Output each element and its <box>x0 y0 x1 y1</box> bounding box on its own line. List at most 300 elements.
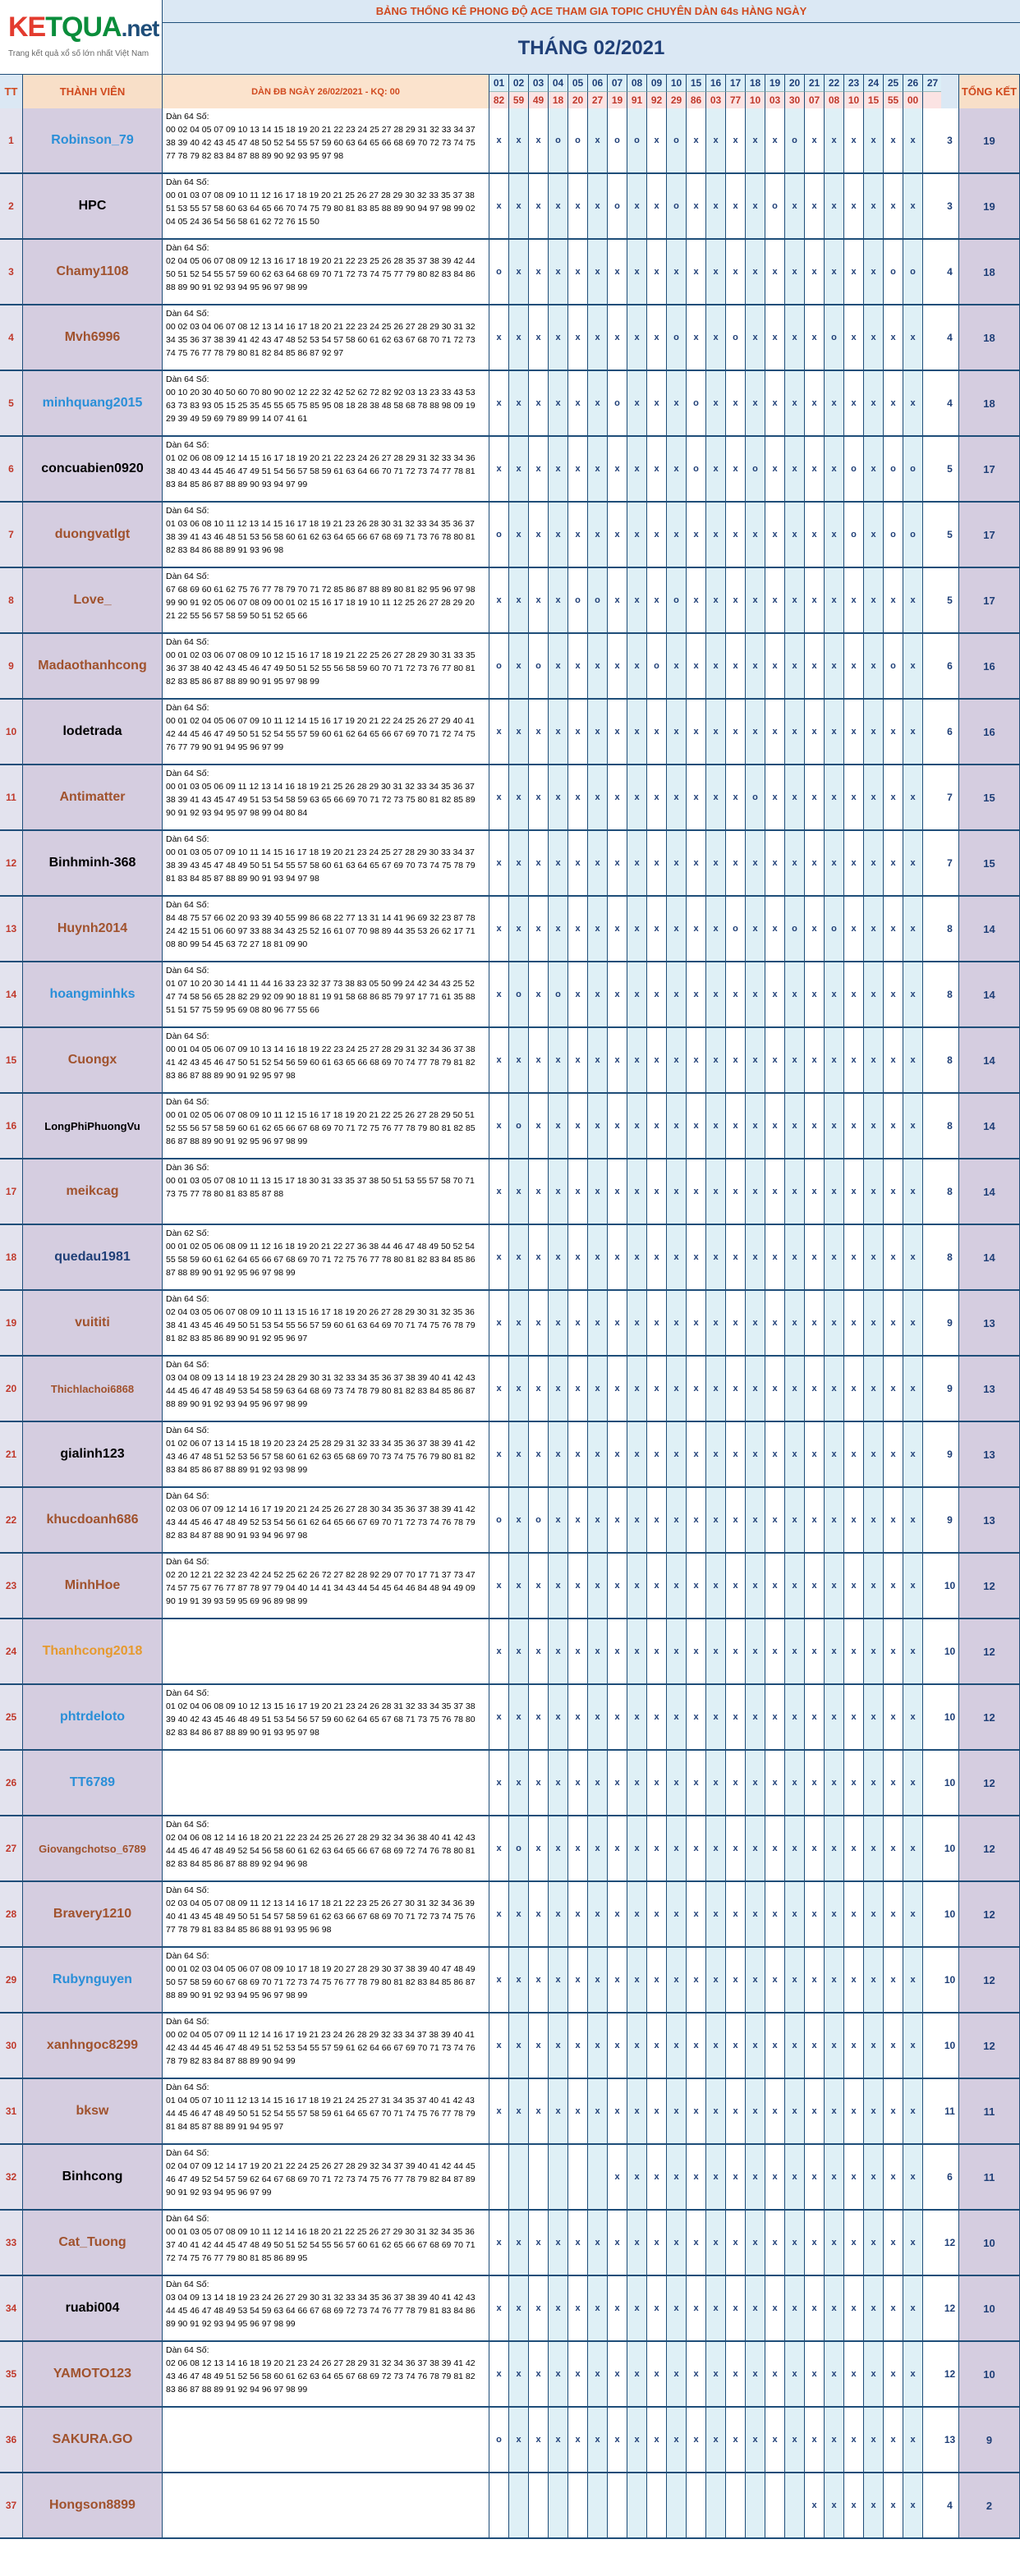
day-mark-cell: x <box>785 437 805 501</box>
day-mark-cell: x <box>884 2145 903 2209</box>
day-mark-cell: o <box>726 305 746 370</box>
row-number: 30 <box>0 2014 23 2078</box>
member-name[interactable]: LongPhiPhuongVu <box>23 1094 163 1158</box>
day-mark-cell: x <box>785 1357 805 1421</box>
member-name[interactable]: Love_ <box>23 568 163 632</box>
day-mark-cell: x <box>746 2211 765 2275</box>
day-mark-cell: x <box>588 1159 608 1224</box>
day-mark-cell: x <box>627 1554 647 1618</box>
day-mark-cell: x <box>549 1422 568 1486</box>
member-name[interactable]: Thanhcong2018 <box>23 1619 163 1683</box>
member-name[interactable]: HPC <box>23 174 163 238</box>
table-row <box>0 634 1020 700</box>
day-mark-cell: x <box>627 2014 647 2078</box>
day-mark-cell: x <box>825 2408 844 2472</box>
day-mark-cell: x <box>588 2342 608 2406</box>
day-mark-cell: x <box>726 1948 746 2012</box>
day-mark-cell: x <box>903 2211 923 2275</box>
day-mark-cell <box>568 2473 588 2537</box>
day-mark-cell: x <box>529 568 549 632</box>
day-mark-cell: x <box>509 371 529 435</box>
day-mark-cell: x <box>529 962 549 1026</box>
day-mark-cell: x <box>805 1357 825 1421</box>
member-name[interactable]: phtrdeloto <box>23 1685 163 1749</box>
rank-value: 9 <box>941 1488 959 1552</box>
day-mark-cell: x <box>529 1751 549 1815</box>
dan-label: Dàn 64 Số: <box>166 900 209 910</box>
day-mark-cell: x <box>903 174 923 238</box>
day-mark-cell: x <box>825 2473 844 2537</box>
day-result <box>923 91 943 108</box>
day-mark-cell: x <box>765 2408 785 2472</box>
member-name[interactable]: Chamy1108 <box>23 240 163 304</box>
day-mark-cell: x <box>805 1554 825 1618</box>
day-mark-cell: x <box>509 1225 529 1289</box>
day-mark-cell: x <box>667 1028 687 1092</box>
day-mark-cell: x <box>785 305 805 370</box>
day-mark-cell: x <box>746 897 765 961</box>
dan-numbers-cell <box>163 568 489 632</box>
day-mark-cell: x <box>844 1619 864 1683</box>
member-name[interactable]: TT6789 <box>23 1751 163 1815</box>
day-mark-cell: x <box>588 634 608 698</box>
day-mark-cell: x <box>864 634 884 698</box>
day-mark-cell: o <box>667 108 687 172</box>
day-mark-cell: x <box>765 2014 785 2078</box>
member-name[interactable]: quedau1981 <box>23 1225 163 1289</box>
day-mark-cell: x <box>805 1882 825 1946</box>
day-mark-cell: x <box>608 1291 627 1355</box>
dan-numbers-cell <box>163 108 489 172</box>
day-mark-cell: x <box>884 1751 903 1815</box>
day-mark-cell: x <box>687 1094 706 1158</box>
member-name[interactable]: meikcag <box>23 1159 163 1224</box>
member-name[interactable]: lodetrada <box>23 700 163 764</box>
day-mark-cell: x <box>667 831 687 895</box>
day-mark-cell: x <box>903 2276 923 2340</box>
day-mark-cell: x <box>726 2211 746 2275</box>
day-mark-cell <box>923 2473 943 2537</box>
day-mark-cell: x <box>647 1028 667 1092</box>
day-mark-cell: x <box>608 1816 627 1880</box>
rank-value: 6 <box>941 634 959 698</box>
day-mark-cell: x <box>765 1422 785 1486</box>
dan-label: Dàn 64 Số: <box>166 374 209 384</box>
member-name[interactable]: khucdoanh686 <box>23 1488 163 1552</box>
day-mark-cell: x <box>588 1422 608 1486</box>
day-mark-cell: x <box>509 1488 529 1552</box>
day-mark-cell: x <box>647 1751 667 1815</box>
day-mark-cell <box>687 2473 706 2537</box>
row-number: 24 <box>0 1619 23 1683</box>
day-mark-cell: x <box>608 897 627 961</box>
day-mark-cell: x <box>706 1751 726 1815</box>
day-mark-cell: x <box>765 1619 785 1683</box>
dan-numbers: 02 04 03 05 06 07 08 09 10 11 13 15 16 17 18 19 20 26 27 28 29 30 31 32 35 36 38 41 43 45 46 49 50 51 53 54 55 56 57 59 60 61 63 64 69 70 71 74 75 76 78 79 81 82 83 85 86 89 90 91 92 95 96 97 <box>166 1307 476 1343</box>
day-mark-cell: x <box>706 1357 726 1421</box>
day-mark-cell: x <box>825 240 844 304</box>
total-value: 14 <box>959 1028 1020 1092</box>
table-row <box>0 1554 1020 1619</box>
day-header: 16 <box>706 74 726 91</box>
day-mark-cell <box>667 2473 687 2537</box>
member-name[interactable]: Binhcong <box>23 2145 163 2209</box>
member-name[interactable]: Cuongx <box>23 1028 163 1092</box>
day-mark-cell: x <box>884 962 903 1026</box>
dan-numbers-cell <box>163 1685 489 1749</box>
rank-value: 7 <box>941 831 959 895</box>
day-mark-cell: x <box>687 1488 706 1552</box>
dan-numbers-cell <box>163 2342 489 2406</box>
day-mark-cell: x <box>489 1619 509 1683</box>
day-mark-cell: x <box>489 765 509 829</box>
dan-numbers: 00 01 02 05 06 07 08 09 10 11 12 15 16 17 18 19 20 21 22 25 26 27 28 29 50 51 52 55 56 57 58 59 60 61 62 65 66 67 68 69 70 71 72 75 76 77 78 79 80 81 82 85 86 87 88 89 90 91 92 95 96 97 98 99 <box>166 1110 476 1146</box>
day-mark-cell: x <box>844 174 864 238</box>
day-mark-cell <box>923 1291 943 1355</box>
day-mark-cell: x <box>844 1357 864 1421</box>
site-logo[interactable] <box>0 0 163 74</box>
total-value: 18 <box>959 371 1020 435</box>
rank-value: 4 <box>941 305 959 370</box>
dan-numbers: 00 01 03 05 07 08 09 10 11 12 14 16 18 20 21 22 25 26 27 29 30 31 32 34 35 36 37 40 41 42 44 45 47 48 49 50 51 52 54 55 56 57 60 61 62 65 66 67 68 69 70 71 72 74 75 76 77 79 80 81 85 86 89 95 <box>166 2227 476 2263</box>
rank-value: 9 <box>941 1291 959 1355</box>
day-mark-cell: x <box>746 1159 765 1224</box>
day-mark-cell: x <box>844 2342 864 2406</box>
row-number: 29 <box>0 1948 23 2012</box>
day-mark-cell <box>923 371 943 435</box>
day-mark-cell: x <box>568 2408 588 2472</box>
member-name[interactable]: YAMOTO123 <box>23 2342 163 2406</box>
day-mark-cell: x <box>687 108 706 172</box>
day-mark-cell: x <box>608 831 627 895</box>
day-mark-cell: x <box>549 568 568 632</box>
day-mark-cell: x <box>667 1554 687 1618</box>
day-mark-cell: x <box>647 1291 667 1355</box>
member-name[interactable]: Madaothanhcong <box>23 634 163 698</box>
member-name[interactable]: Mvh6996 <box>23 305 163 370</box>
day-mark-cell: x <box>706 371 726 435</box>
day-mark-cell: x <box>844 240 864 304</box>
day-mark-cell: x <box>884 1948 903 2012</box>
day-mark-cell: x <box>489 700 509 764</box>
day-mark-cell: x <box>884 1225 903 1289</box>
day-mark-cell: x <box>509 1291 529 1355</box>
day-mark-cell: x <box>608 700 627 764</box>
day-mark-cell: x <box>785 503 805 567</box>
day-result: 49 <box>529 91 549 108</box>
day-mark-cell: x <box>667 1357 687 1421</box>
day-mark-cell: x <box>509 1357 529 1421</box>
total-value: 17 <box>959 437 1020 501</box>
day-mark-cell: x <box>825 1554 844 1618</box>
total-value: 12 <box>959 1619 1020 1683</box>
dan-numbers: 02 04 06 08 12 14 16 18 20 21 22 23 24 25 26 27 28 29 32 34 36 38 40 41 42 43 44 45 46 47 48 49 52 54 56 58 60 61 62 63 64 65 66 67 68 69 72 74 76 78 80 81 82 83 84 85 86 87 88 89 92 94 96 98 <box>166 1833 476 1869</box>
day-mark-cell: x <box>903 108 923 172</box>
row-number: 34 <box>0 2276 23 2340</box>
day-mark-cell: x <box>667 2014 687 2078</box>
member-name[interactable]: Robinson_79 <box>23 108 163 172</box>
day-mark-cell: x <box>825 503 844 567</box>
day-mark-cell: x <box>509 1028 529 1092</box>
member-name[interactable]: xanhngoc8299 <box>23 2014 163 2078</box>
day-mark-cell: x <box>489 108 509 172</box>
member-name[interactable]: minhquang2015 <box>23 371 163 435</box>
day-mark-cell: x <box>627 831 647 895</box>
day-mark-cell: x <box>746 2079 765 2143</box>
day-mark-cell: x <box>864 700 884 764</box>
day-mark-cell: o <box>647 634 667 698</box>
day-mark-cell: x <box>864 1554 884 1618</box>
day-mark-cell: x <box>509 108 529 172</box>
col-header-dan: DÀN ĐB NGÀY 26/02/2021 - KQ: 00 <box>163 74 489 108</box>
day-mark-cell: x <box>726 2079 746 2143</box>
day-mark-cell: o <box>785 108 805 172</box>
day-mark-cell: x <box>529 1685 549 1749</box>
day-header: 06 <box>588 74 608 91</box>
day-mark-cell: x <box>529 2276 549 2340</box>
day-mark-cell: x <box>844 371 864 435</box>
day-mark-cell: x <box>726 1488 746 1552</box>
dan-numbers-cell <box>163 1554 489 1618</box>
day-mark-cell: x <box>825 437 844 501</box>
day-mark-cell <box>923 2342 943 2406</box>
day-header: 08 <box>627 74 647 91</box>
total-value: 13 <box>959 1422 1020 1486</box>
dan-label: Dàn 64 Số: <box>166 1820 209 1830</box>
day-mark-cell: x <box>568 634 588 698</box>
table-row <box>0 1488 1020 1554</box>
day-mark-cell: x <box>844 1685 864 1749</box>
rank-value: 8 <box>941 1094 959 1158</box>
day-mark-cell: x <box>765 305 785 370</box>
rank-value: 6 <box>941 700 959 764</box>
day-mark-cell: x <box>726 1291 746 1355</box>
rank-value: 12 <box>941 2276 959 2340</box>
member-name[interactable]: Binhminh-368 <box>23 831 163 895</box>
day-mark-cell: x <box>706 174 726 238</box>
day-mark-cell: x <box>667 1882 687 1946</box>
day-mark-cell: x <box>805 1422 825 1486</box>
day-mark-cell: x <box>765 1225 785 1289</box>
day-mark-cell: x <box>667 1685 687 1749</box>
day-mark-cell: x <box>667 2145 687 2209</box>
day-mark-cell: x <box>706 2342 726 2406</box>
rank-value: 3 <box>941 108 959 172</box>
member-name[interactable]: ruabi004 <box>23 2276 163 2340</box>
day-mark-cell <box>549 2473 568 2537</box>
day-mark-cell: x <box>627 371 647 435</box>
day-mark-cell: x <box>647 2145 667 2209</box>
member-name[interactable]: Thichlachoi6868 <box>23 1357 163 1421</box>
day-mark-cell: x <box>608 305 627 370</box>
day-mark-cell: x <box>785 371 805 435</box>
day-mark-cell: x <box>667 1094 687 1158</box>
day-mark-cell: x <box>844 2408 864 2472</box>
day-mark-cell: x <box>489 1159 509 1224</box>
table-row <box>0 1619 1020 1685</box>
day-mark-cell: x <box>884 2014 903 2078</box>
day-mark-cell: x <box>746 2276 765 2340</box>
day-mark-cell: x <box>844 1422 864 1486</box>
table-row <box>0 1291 1020 1357</box>
rank-value: 13 <box>941 2408 959 2472</box>
day-mark-cell: x <box>884 568 903 632</box>
dan-numbers: 03 04 09 13 14 18 19 23 24 26 27 29 30 31 32 33 34 35 36 37 38 39 40 41 42 43 44 45 46 47 48 49 53 54 59 63 64 66 67 68 69 72 73 74 76 77 78 79 81 83 84 86 89 90 91 92 93 94 95 96 97 98 99 <box>166 2293 476 2329</box>
day-mark-cell: x <box>825 2014 844 2078</box>
day-header: 21 <box>805 74 825 91</box>
rank-value: 10 <box>941 1619 959 1683</box>
day-mark-cell: x <box>489 962 509 1026</box>
day-mark-cell: x <box>844 765 864 829</box>
day-mark-cell: x <box>844 1094 864 1158</box>
day-mark-cell: x <box>687 2145 706 2209</box>
dan-numbers: 00 02 03 04 06 07 08 12 13 14 16 17 18 20 21 22 23 24 25 26 27 28 29 30 31 32 34 35 36 37 38 39 41 42 43 47 48 52 53 54 57 58 60 61 62 63 67 68 70 71 72 73 74 75 76 77 78 79 80 81 82 84 85 86 87 92 97 <box>166 322 476 358</box>
day-mark-cell: x <box>864 2211 884 2275</box>
day-mark-cell: x <box>647 1882 667 1946</box>
rank-value: 7 <box>941 765 959 829</box>
day-mark-cell <box>568 2145 588 2209</box>
member-name[interactable]: hoangminhks <box>23 962 163 1026</box>
dan-label: Dàn 64 Số: <box>166 2280 209 2289</box>
day-mark-cell: x <box>746 1094 765 1158</box>
day-mark-cell: x <box>529 1816 549 1880</box>
day-mark-cell: x <box>529 371 549 435</box>
day-mark-cell: x <box>647 305 667 370</box>
day-mark-cell: x <box>825 1028 844 1092</box>
member-name[interactable]: concuabien0920 <box>23 437 163 501</box>
day-mark-cell: x <box>785 765 805 829</box>
member-name[interactable]: Antimatter <box>23 765 163 829</box>
day-mark-cell: x <box>529 2342 549 2406</box>
day-mark-cell: x <box>647 1422 667 1486</box>
rank-value: 4 <box>941 240 959 304</box>
member-name[interactable]: Hongson8899 <box>23 2473 163 2537</box>
day-mark-cell: x <box>785 2079 805 2143</box>
total-value: 14 <box>959 1094 1020 1158</box>
day-mark-cell <box>588 2145 608 2209</box>
day-mark-cell: x <box>608 1094 627 1158</box>
member-name[interactable]: MinhHoe <box>23 1554 163 1618</box>
day-mark-cell <box>923 437 943 501</box>
day-mark-cell: x <box>805 1488 825 1552</box>
day-mark-cell: x <box>687 2211 706 2275</box>
day-mark-cell: x <box>825 1619 844 1683</box>
day-mark-cell: o <box>568 568 588 632</box>
member-name[interactable]: Giovangchotso_6789 <box>23 1816 163 1880</box>
day-mark-cell: x <box>825 1159 844 1224</box>
dan-label: Dàn 64 Số: <box>166 637 209 647</box>
row-number: 19 <box>0 1291 23 1355</box>
member-name[interactable]: Huynh2014 <box>23 897 163 961</box>
dan-numbers-cell <box>163 305 489 370</box>
table-row <box>0 108 1020 174</box>
day-mark-cell: x <box>687 1291 706 1355</box>
total-value: 15 <box>959 765 1020 829</box>
day-mark-cell: x <box>726 108 746 172</box>
day-mark-cell: x <box>706 700 726 764</box>
day-mark-cell: x <box>706 1094 726 1158</box>
day-mark-cell: x <box>726 1357 746 1421</box>
table-row <box>0 700 1020 765</box>
rank-value: 10 <box>941 1751 959 1815</box>
day-mark-cell: x <box>667 2276 687 2340</box>
day-mark-cell: x <box>608 1488 627 1552</box>
day-mark-cell: x <box>489 371 509 435</box>
day-mark-cell: o <box>549 962 568 1026</box>
day-mark-cell <box>923 962 943 1026</box>
day-mark-cell: x <box>687 2408 706 2472</box>
day-mark-cell: x <box>568 1948 588 2012</box>
day-mark-cell: x <box>706 1422 726 1486</box>
day-mark-cell: x <box>844 2473 864 2537</box>
day-mark-cell: x <box>726 240 746 304</box>
day-mark-cell: x <box>706 503 726 567</box>
day-header: 03 <box>529 74 549 91</box>
day-mark-cell: x <box>588 305 608 370</box>
member-name[interactable]: SAKURA.GO <box>23 2408 163 2472</box>
member-name[interactable]: gialinh123 <box>23 1422 163 1486</box>
day-header: 02 <box>509 74 529 91</box>
day-mark-cell: x <box>647 1094 667 1158</box>
table-row <box>0 1685 1020 1751</box>
day-mark-cell: x <box>647 108 667 172</box>
member-name[interactable]: Rubynguyen <box>23 1948 163 2012</box>
total-value: 12 <box>959 1816 1020 1880</box>
day-mark-cell: x <box>549 897 568 961</box>
day-mark-cell: x <box>765 2079 785 2143</box>
day-mark-cell: x <box>588 2079 608 2143</box>
day-mark-cell: x <box>864 831 884 895</box>
day-mark-cell: x <box>608 2145 627 2209</box>
day-mark-cell: x <box>647 568 667 632</box>
member-name[interactable]: bksw <box>23 2079 163 2143</box>
day-mark-cell: x <box>529 240 549 304</box>
day-mark-cell: x <box>568 1028 588 1092</box>
day-mark-cell: x <box>903 1094 923 1158</box>
day-mark-cell: x <box>726 437 746 501</box>
table-row <box>0 1751 1020 1816</box>
day-mark-cell: x <box>864 437 884 501</box>
day-mark-cell: x <box>647 2014 667 2078</box>
member-name[interactable]: vuititi <box>23 1291 163 1355</box>
member-name[interactable]: Bravery1210 <box>23 1882 163 1946</box>
dan-numbers: 02 06 08 12 13 14 16 18 19 20 21 23 24 26 27 28 29 31 32 34 36 37 38 39 41 42 43 46 47 48 49 51 52 56 58 60 61 62 63 64 65 67 68 69 72 73 74 76 78 79 81 82 83 86 87 88 89 91 92 94 96 97 98 99 <box>166 2358 476 2395</box>
day-mark-cell: x <box>825 700 844 764</box>
day-mark-cell: x <box>608 634 627 698</box>
day-mark-cell: x <box>509 1882 529 1946</box>
row-number: 16 <box>0 1094 23 1158</box>
day-mark-cell: x <box>825 568 844 632</box>
day-mark-cell: x <box>706 831 726 895</box>
day-mark-cell <box>923 1488 943 1552</box>
day-mark-cell: x <box>903 1159 923 1224</box>
day-mark-cell <box>923 240 943 304</box>
day-mark-cell: x <box>844 1948 864 2012</box>
day-mark-cell: x <box>647 371 667 435</box>
day-mark-cell <box>923 1816 943 1880</box>
day-mark-cell: x <box>825 2342 844 2406</box>
member-name[interactable]: duongvatlgt <box>23 503 163 567</box>
table-row <box>0 2276 1020 2342</box>
member-name[interactable]: Cat_Tuong <box>23 2211 163 2275</box>
table-row <box>0 1225 1020 1291</box>
day-mark-cell: x <box>647 174 667 238</box>
day-result: 82 <box>489 91 509 108</box>
day-mark-cell: x <box>706 1816 726 1880</box>
day-mark-cell: x <box>746 568 765 632</box>
day-mark-cell: x <box>844 2211 864 2275</box>
dan-label: Dàn 64 Số: <box>166 112 209 122</box>
